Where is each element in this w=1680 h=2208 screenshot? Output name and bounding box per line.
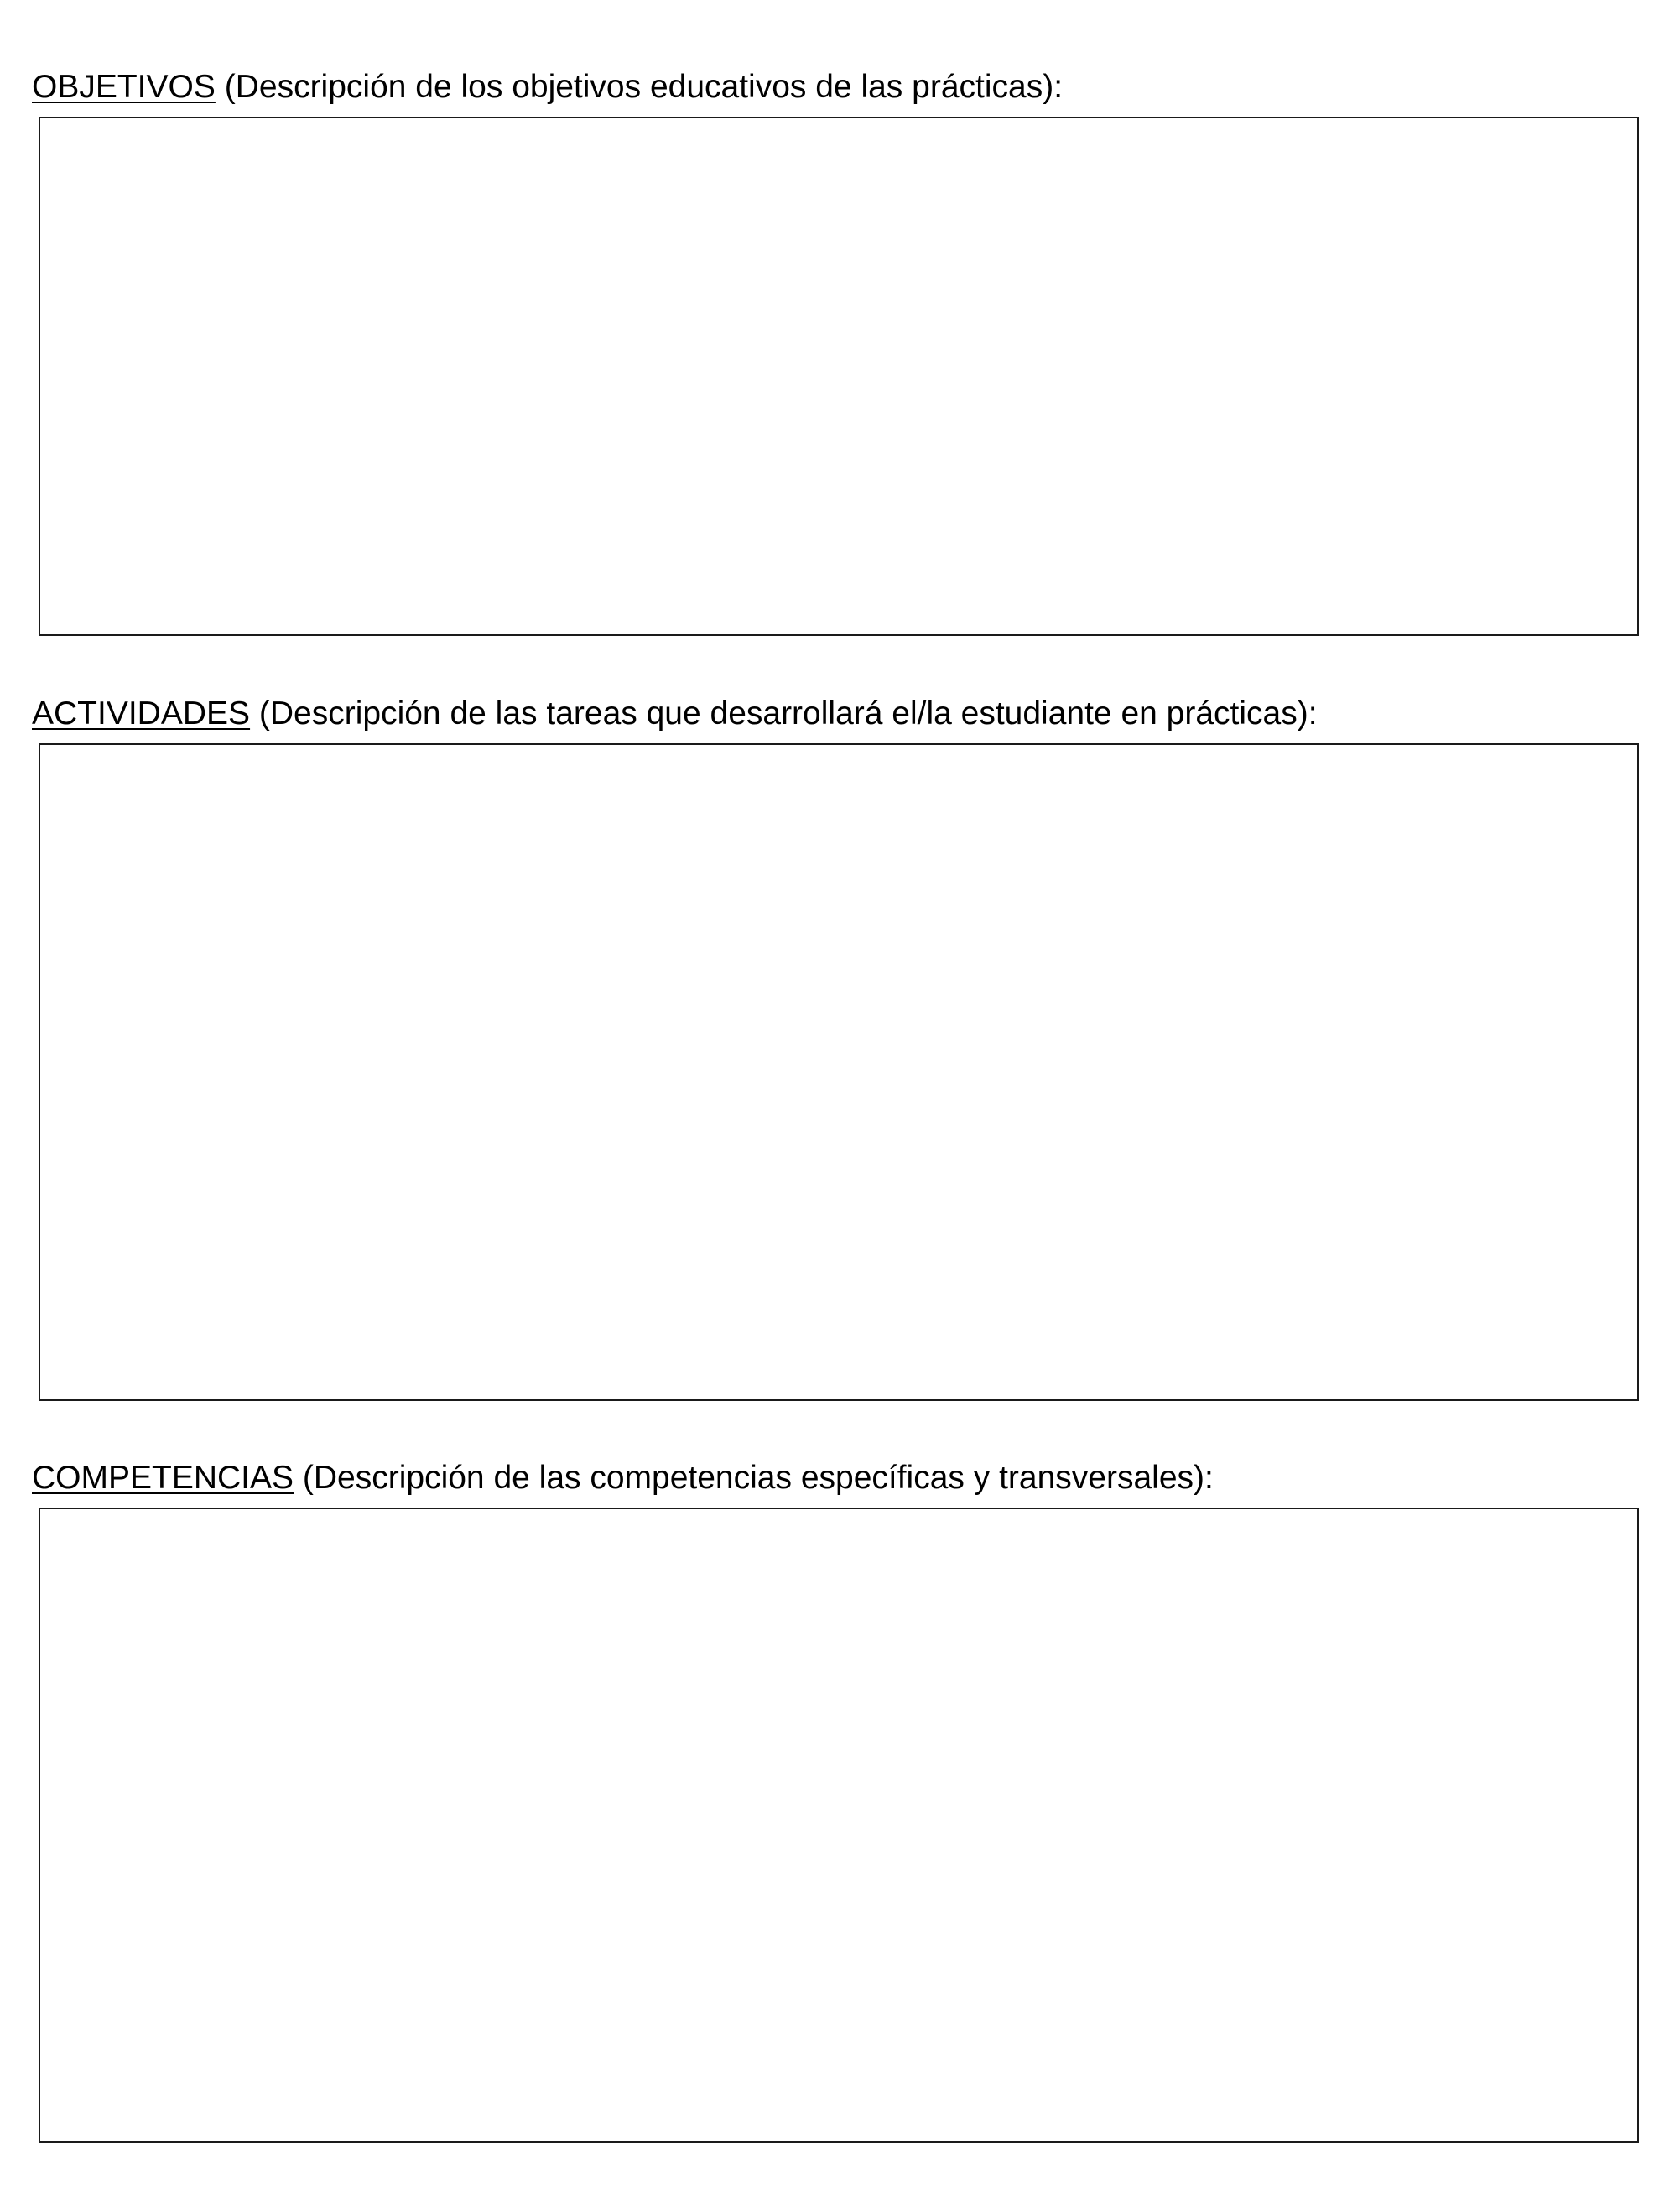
objetivos-heading: OBJETIVOS: [32, 69, 216, 105]
actividades-heading: ACTIVIDADES: [32, 695, 251, 732]
actividades-label: [32, 694, 1318, 734]
objetivos-text-box[interactable]: [39, 117, 1639, 636]
objetivos-label: [32, 67, 1063, 107]
competencias-heading: COMPETENCIAS: [32, 1460, 294, 1496]
competencias-text-box[interactable]: [39, 1508, 1639, 2143]
actividades-text-box[interactable]: [39, 743, 1639, 1401]
actividades-description: (Descripción de las tareas que desarrollará el/la estudiante en prácticas):: [250, 695, 1318, 732]
competencias-description: (Descripción de las competencias específicas y transversales):: [294, 1460, 1214, 1496]
objetivos-description: (Descripción de los objetivos educativos de las prácticas):: [215, 69, 1064, 105]
competencias-label: [32, 1458, 1214, 1498]
